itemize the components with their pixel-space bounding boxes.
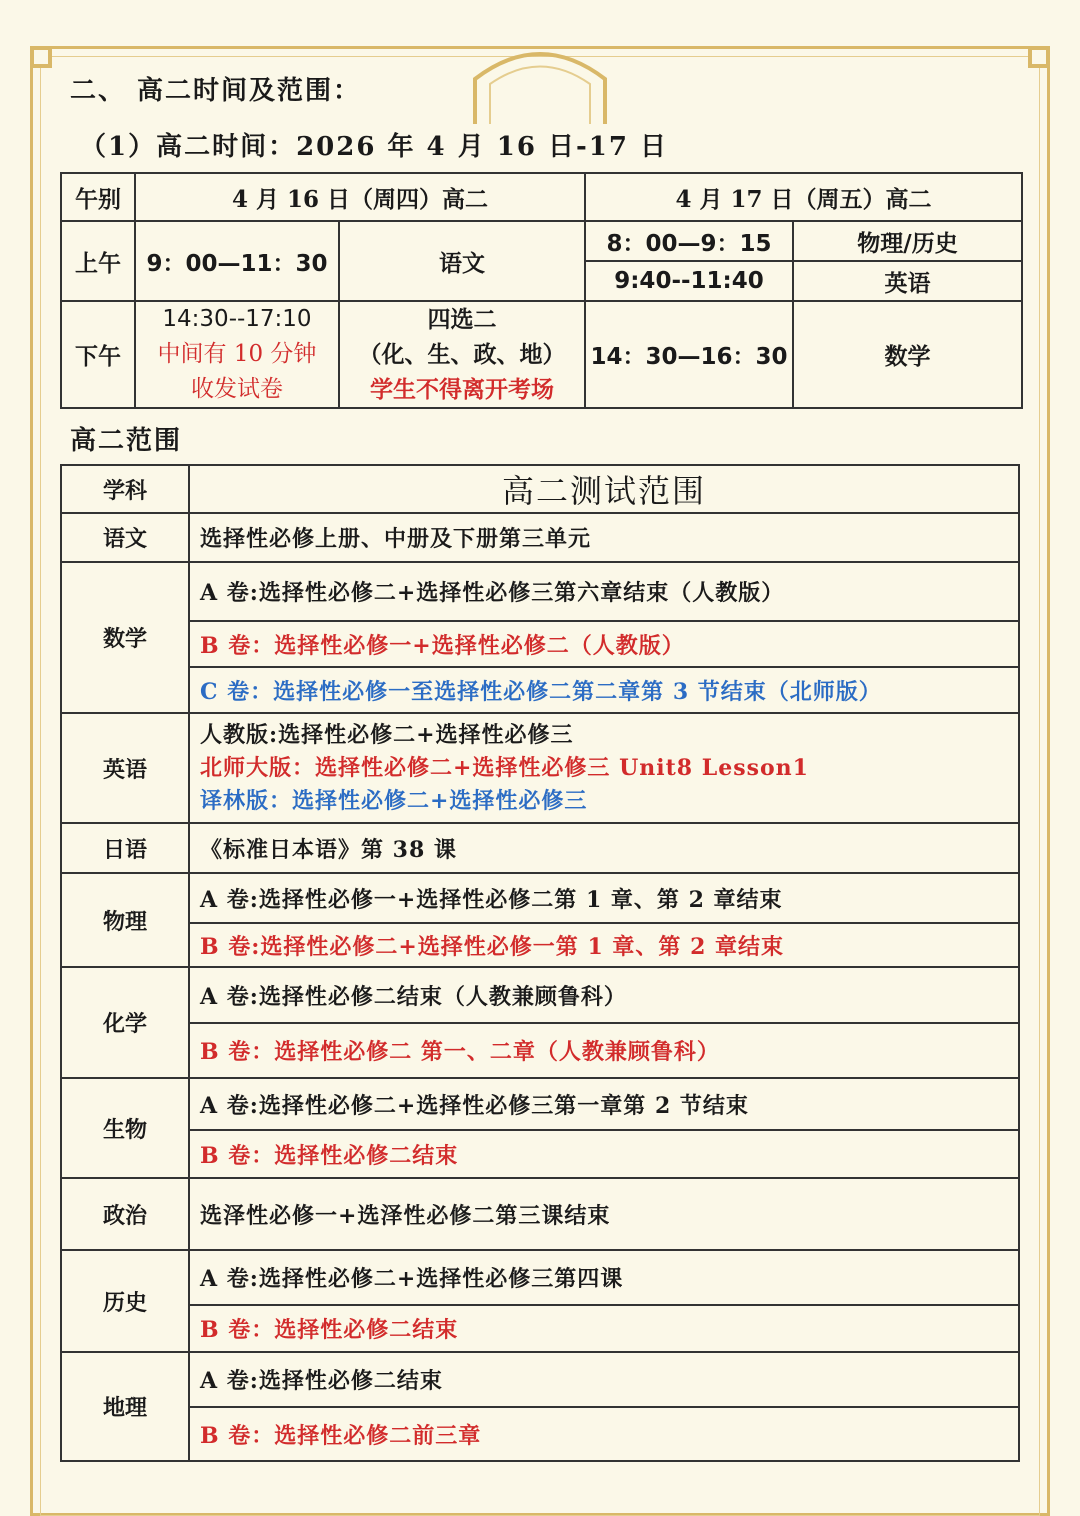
math-scope-a: A 卷:选择性必修二+选择性必修三第六章结束（人教版） — [189, 562, 1019, 621]
frame-corner-ornament — [1028, 46, 1050, 68]
biology-scope-a: A 卷:选择性必修二+选择性必修三第一章第 2 节结束 — [189, 1078, 1019, 1130]
chemistry-scope-a: A 卷:选择性必修二结束（人教兼顾鲁科） — [189, 967, 1019, 1023]
scope-header-subject: 学科 — [61, 465, 189, 513]
d2-pm-time: 14：30—16：30 — [585, 301, 793, 408]
d1-pm-subject-cell — [339, 301, 585, 408]
d1-pm-subject-note: 学生不得离开考场 — [370, 376, 554, 403]
geography-scope-a: A 卷:选择性必修二结束 — [189, 1352, 1019, 1407]
english-scope-line3: 译林版：选择性必修二+选择性必修三 — [200, 787, 588, 814]
english-scope-line2: 北师大版：选择性必修二+选择性必修三 Unit8 Lesson1 — [200, 754, 809, 781]
math-scope-b: B 卷：选择性必修一+选择性必修二（人教版） — [189, 621, 1019, 667]
scope-header-title: 高二测试范围 — [189, 465, 1019, 513]
d1-pm-note2: 收发试卷 — [191, 376, 283, 402]
subject-history: 历史 — [61, 1250, 189, 1352]
english-scope — [189, 713, 1019, 823]
subject-math: 数学 — [61, 562, 189, 713]
d2-am-time2: 9:40--11:40 — [585, 261, 793, 301]
exam-time-heading: （1）高二时间：2026 年 4 月 16 日-17 日 — [80, 132, 669, 162]
scope-heading: 高二范围 — [70, 426, 183, 456]
period-header: 午别 — [61, 173, 135, 221]
arch-ornament — [470, 44, 610, 124]
history-scope-a: A 卷:选择性必修二+选择性必修三第四课 — [189, 1250, 1019, 1305]
day2-header: 4 月 17 日（周五）高二 — [585, 173, 1022, 221]
subject-japanese: 日语 — [61, 823, 189, 873]
section-heading: 二、 高二时间及范围： — [70, 76, 362, 106]
scope-table — [60, 464, 1020, 1462]
politics-scope: 选泽性必修一+选泽性必修二第三课结束 — [189, 1178, 1019, 1250]
physics-scope-a: A 卷:选择性必修一+选择性必修二第 1 章、第 2 章结束 — [189, 873, 1019, 923]
subject-politics: 政治 — [61, 1178, 189, 1250]
d1-pm-note1: 中间有 10 分钟 — [157, 341, 317, 367]
d2-pm-subject: 数学 — [793, 301, 1022, 408]
d1-pm-subject1: 四选二 — [427, 306, 497, 333]
d1-pm-time: 14:30--17:10 — [162, 306, 312, 332]
subject-biology: 生物 — [61, 1078, 189, 1178]
japanese-scope: 《标准日本语》第 38 课 — [189, 823, 1019, 873]
frame-corner-ornament — [30, 46, 52, 68]
subject-chemistry: 化学 — [61, 967, 189, 1078]
geography-scope-b: B 卷：选择性必修二前三章 — [189, 1407, 1019, 1461]
math-scope-c: C 卷：选择性必修一至选择性必修二第二章第 3 节结束（北师版） — [189, 667, 1019, 713]
chinese-scope: 选择性必修上册、中册及下册第三单元 — [189, 513, 1019, 562]
d1-pm-subject2: （化、生、政、地） — [358, 341, 566, 368]
d1-am-time: 9：00—11：30 — [135, 221, 339, 301]
english-scope-line1: 人教版:选择性必修二+选择性必修三 — [200, 721, 574, 748]
afternoon-label: 下午 — [61, 301, 135, 408]
history-scope-b: B 卷：选择性必修二结束 — [189, 1305, 1019, 1352]
day1-header: 4 月 16 日（周四）高二 — [135, 173, 585, 221]
physics-scope-b: B 卷:选择性必修二+选择性必修一第 1 章、第 2 章结束 — [189, 923, 1019, 967]
subject-english: 英语 — [61, 713, 189, 823]
morning-label: 上午 — [61, 221, 135, 301]
d2-am-subject2: 英语 — [793, 261, 1022, 301]
d1-pm-cell — [135, 301, 339, 408]
subject-geography: 地理 — [61, 1352, 189, 1461]
d2-am-subject1: 物理/历史 — [793, 221, 1022, 261]
d2-am-time1: 8：00—9：15 — [585, 221, 793, 261]
subject-chinese: 语文 — [61, 513, 189, 562]
biology-scope-b: B 卷：选择性必修二结束 — [189, 1130, 1019, 1178]
chemistry-scope-b: B 卷：选择性必修二 第一、二章（人教兼顾鲁科） — [189, 1023, 1019, 1078]
subject-physics: 物理 — [61, 873, 189, 967]
d1-am-subject: 语文 — [339, 221, 585, 301]
schedule-table — [60, 172, 1023, 409]
